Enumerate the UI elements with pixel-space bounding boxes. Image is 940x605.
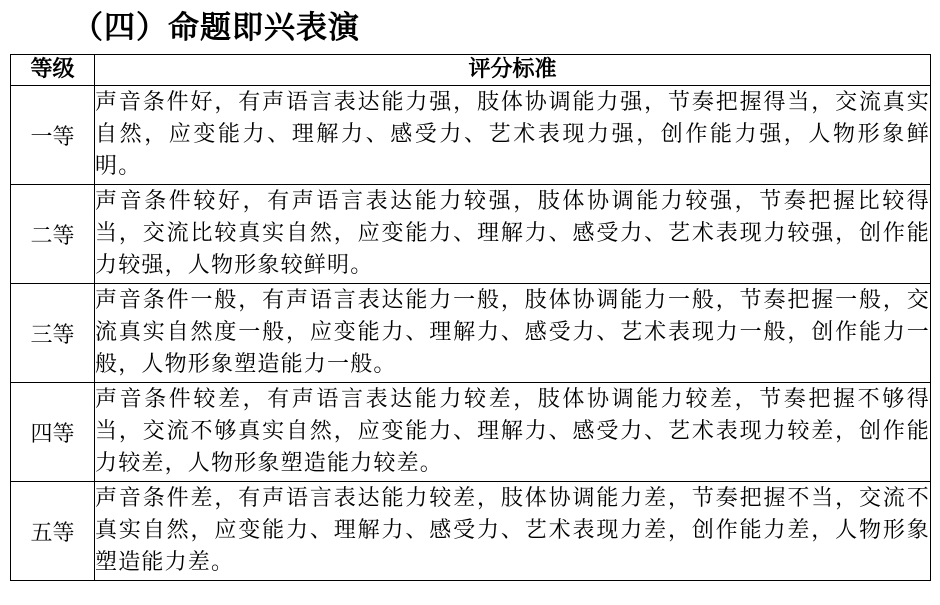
grade-level-4: 四等 (11, 383, 95, 482)
grade-criteria-3: 声音条件一般，有声语言表达能力一般，肢体协调能力一般，节奏把握一般，交流真实自然度一般，应变能力、理解力、感受力、艺术表现力一般，创作能力一般，人物形象塑造能力一般。 (95, 284, 931, 383)
grading-table (10, 54, 931, 581)
grade-criteria-5: 声音条件差，有声语言表达能力较差，肢体协调能力差，节奏把握不当，交流不真实自然，应变能力、理解力、感受力、艺术表现力差，创作能力差，人物形象塑造能力差。 (95, 482, 931, 581)
header-level: 等级 (11, 55, 95, 86)
grade-level-5: 五等 (11, 482, 95, 581)
table-row (11, 383, 931, 482)
grade-level-1: 一等 (11, 86, 95, 185)
grade-criteria-2: 声音条件较好，有声语言表达能力较强，肢体协调能力较强，节奏把握比较得当，交流比较真实自然，应变能力、理解力、感受力、艺术表现力较强，创作能力较强，人物形象较鲜明。 (95, 185, 931, 284)
table-row (11, 185, 931, 284)
table-row (11, 482, 931, 581)
header-criteria: 评分标准 (95, 55, 931, 86)
grade-criteria-4: 声音条件较差，有声语言表达能力较差，肢体协调能力较差，节奏把握不够得当，交流不够真实自然，应变能力、理解力、感受力、艺术表现力较差，创作能力较差，人物形象塑造能力较差。 (95, 383, 931, 482)
section-title: （四）命题即兴表演 (72, 10, 360, 46)
table-header-row (11, 55, 931, 86)
grade-level-3: 三等 (11, 284, 95, 383)
table-row (11, 86, 931, 185)
grade-level-2: 二等 (11, 185, 95, 284)
table-row (11, 284, 931, 383)
grade-criteria-1: 声音条件好，有声语言表达能力强，肢体协调能力强，节奏把握得当，交流真实自然，应变能力、理解力、感受力、艺术表现力强，创作能力强，人物形象鲜明。 (95, 86, 931, 185)
